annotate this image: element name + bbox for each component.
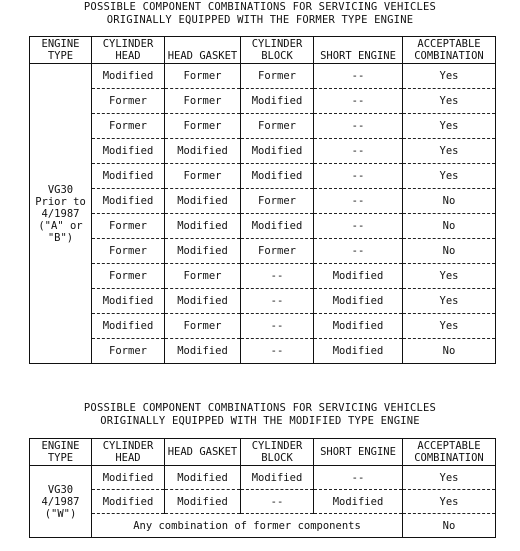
cylinder-block-cell: Modified: [241, 89, 314, 114]
cylinder-block-cell: --: [241, 490, 314, 514]
head-gasket-cell: Modified: [165, 214, 241, 239]
table2-header-row: [30, 439, 496, 466]
header-cylinder-block: CYLINDER BLOCK: [241, 439, 314, 466]
table-row: [30, 289, 496, 314]
short-engine-cell: --: [314, 89, 403, 114]
table1-header-row: [30, 37, 496, 64]
table-row: [30, 264, 496, 289]
table-row: [30, 89, 496, 114]
head-gasket-cell: Modified: [165, 139, 241, 164]
cylinder-head-cell: Former: [92, 339, 165, 364]
modified-engine-combinations-table: [29, 438, 496, 538]
head-gasket-cell: Former: [165, 114, 241, 139]
cylinder-head-cell: Modified: [92, 314, 165, 339]
table-row: [30, 466, 496, 490]
engine-label-line: 4/1987: [41, 207, 80, 220]
head-gasket-cell: Modified: [165, 490, 241, 514]
short-engine-cell: Modified: [314, 289, 403, 314]
acceptable-cell: Yes: [403, 466, 496, 490]
acceptable-cell: Yes: [403, 264, 496, 289]
short-engine-cell: Modified: [314, 490, 403, 514]
cylinder-block-cell: Former: [241, 239, 314, 264]
table1-title: [0, 1, 520, 27]
table1-title-line2: ORIGINALLY EQUIPPED WITH THE FORMER TYPE ENGINE: [106, 14, 414, 26]
short-engine-cell: Modified: [314, 339, 403, 364]
engine-label-line: 4/1987: [41, 495, 80, 508]
short-engine-cell: --: [314, 466, 403, 490]
cylinder-head-cell: Modified: [92, 139, 165, 164]
header-short-engine: SHORT ENGINE: [314, 37, 403, 64]
acceptable-cell: No: [403, 514, 496, 538]
cylinder-head-cell: Former: [92, 114, 165, 139]
note-cell: Any combination of former components: [92, 514, 403, 538]
cylinder-head-cell: Modified: [92, 189, 165, 214]
short-engine-cell: Modified: [314, 314, 403, 339]
acceptable-cell: No: [403, 239, 496, 264]
former-engine-combinations-table: [29, 36, 496, 364]
header-engine-type: ENGINE TYPE: [30, 439, 92, 466]
acceptable-cell: Yes: [403, 164, 496, 189]
engine-label-line: VG30: [47, 483, 74, 496]
table-row: [30, 514, 496, 538]
table-row: [30, 490, 496, 514]
short-engine-cell: --: [314, 189, 403, 214]
short-engine-cell: Modified: [314, 264, 403, 289]
cylinder-block-cell: Former: [241, 114, 314, 139]
cylinder-head-cell: Former: [92, 264, 165, 289]
engine-label-line: ("W"): [44, 507, 77, 520]
header-cylinder-head: CYLINDER HEAD: [92, 439, 165, 466]
header-head-gasket: HEAD GASKET: [165, 37, 241, 64]
cylinder-head-cell: Modified: [92, 64, 165, 89]
acceptable-cell: Yes: [403, 289, 496, 314]
acceptable-cell: No: [403, 189, 496, 214]
cylinder-block-cell: Modified: [241, 139, 314, 164]
header-head-gasket: HEAD GASKET: [165, 439, 241, 466]
head-gasket-cell: Former: [165, 264, 241, 289]
table-row: [30, 314, 496, 339]
table-row: [30, 139, 496, 164]
acceptable-cell: Yes: [403, 139, 496, 164]
table2-title: [0, 402, 520, 428]
cylinder-block-cell: --: [241, 314, 314, 339]
cylinder-head-cell: Modified: [92, 289, 165, 314]
table-row: [30, 114, 496, 139]
engine-type-cell: [30, 64, 92, 364]
cylinder-block-cell: Modified: [241, 164, 314, 189]
header-engine-type: ENGINE TYPE: [30, 37, 92, 64]
short-engine-cell: --: [314, 114, 403, 139]
acceptable-cell: Yes: [403, 89, 496, 114]
short-engine-cell: --: [314, 214, 403, 239]
table-row: [30, 214, 496, 239]
table-row: [30, 339, 496, 364]
engine-label-line: VG30: [47, 183, 74, 196]
table-row: [30, 164, 496, 189]
head-gasket-cell: Former: [165, 89, 241, 114]
short-engine-cell: --: [314, 239, 403, 264]
engine-label-line: "B"): [47, 231, 74, 244]
header-cylinder-head: CYLINDER HEAD: [92, 37, 165, 64]
cylinder-block-cell: Former: [241, 189, 314, 214]
head-gasket-cell: Modified: [165, 339, 241, 364]
acceptable-cell: Yes: [403, 114, 496, 139]
cylinder-head-cell: Former: [92, 239, 165, 264]
table-row: [30, 239, 496, 264]
head-gasket-cell: Former: [165, 314, 241, 339]
header-cylinder-block: CYLINDER BLOCK: [241, 37, 314, 64]
head-gasket-cell: Modified: [165, 466, 241, 490]
short-engine-cell: --: [314, 139, 403, 164]
head-gasket-cell: Modified: [165, 239, 241, 264]
acceptable-cell: No: [403, 214, 496, 239]
cylinder-block-cell: Modified: [241, 466, 314, 490]
head-gasket-cell: Modified: [165, 189, 241, 214]
engine-label-line: Prior to: [35, 195, 86, 208]
acceptable-cell: Yes: [403, 490, 496, 514]
header-acceptable-combination: ACCEPTABLE COMBINATION: [403, 439, 496, 466]
header-acceptable-combination: ACCEPTABLE COMBINATION: [403, 37, 496, 64]
cylinder-head-cell: Modified: [92, 164, 165, 189]
cylinder-head-cell: Former: [92, 214, 165, 239]
cylinder-head-cell: Modified: [92, 490, 165, 514]
engine-type-cell: [30, 466, 92, 538]
cylinder-block-cell: Former: [241, 64, 314, 89]
head-gasket-cell: Former: [165, 64, 241, 89]
head-gasket-cell: Former: [165, 164, 241, 189]
acceptable-cell: Yes: [403, 314, 496, 339]
table2-title-line1: POSSIBLE COMPONENT COMBINATIONS FOR SERVICING VEHICLES: [83, 402, 437, 414]
table-row: [30, 64, 496, 89]
engine-label-line: ("A" or: [38, 219, 83, 232]
table-row: [30, 189, 496, 214]
cylinder-block-cell: --: [241, 339, 314, 364]
cylinder-block-cell: --: [241, 289, 314, 314]
acceptable-cell: Yes: [403, 64, 496, 89]
short-engine-cell: --: [314, 164, 403, 189]
table2-title-line2: ORIGINALLY EQUIPPED WITH THE MODIFIED TYPE ENGINE: [100, 415, 420, 427]
cylinder-head-cell: Modified: [92, 466, 165, 490]
short-engine-cell: --: [314, 64, 403, 89]
cylinder-head-cell: Former: [92, 89, 165, 114]
cylinder-block-cell: --: [241, 264, 314, 289]
cylinder-block-cell: Modified: [241, 214, 314, 239]
table1-title-line1: POSSIBLE COMPONENT COMBINATIONS FOR SERVICING VEHICLES: [83, 1, 437, 13]
head-gasket-cell: Modified: [165, 289, 241, 314]
header-short-engine: SHORT ENGINE: [314, 439, 403, 466]
acceptable-cell: No: [403, 339, 496, 364]
